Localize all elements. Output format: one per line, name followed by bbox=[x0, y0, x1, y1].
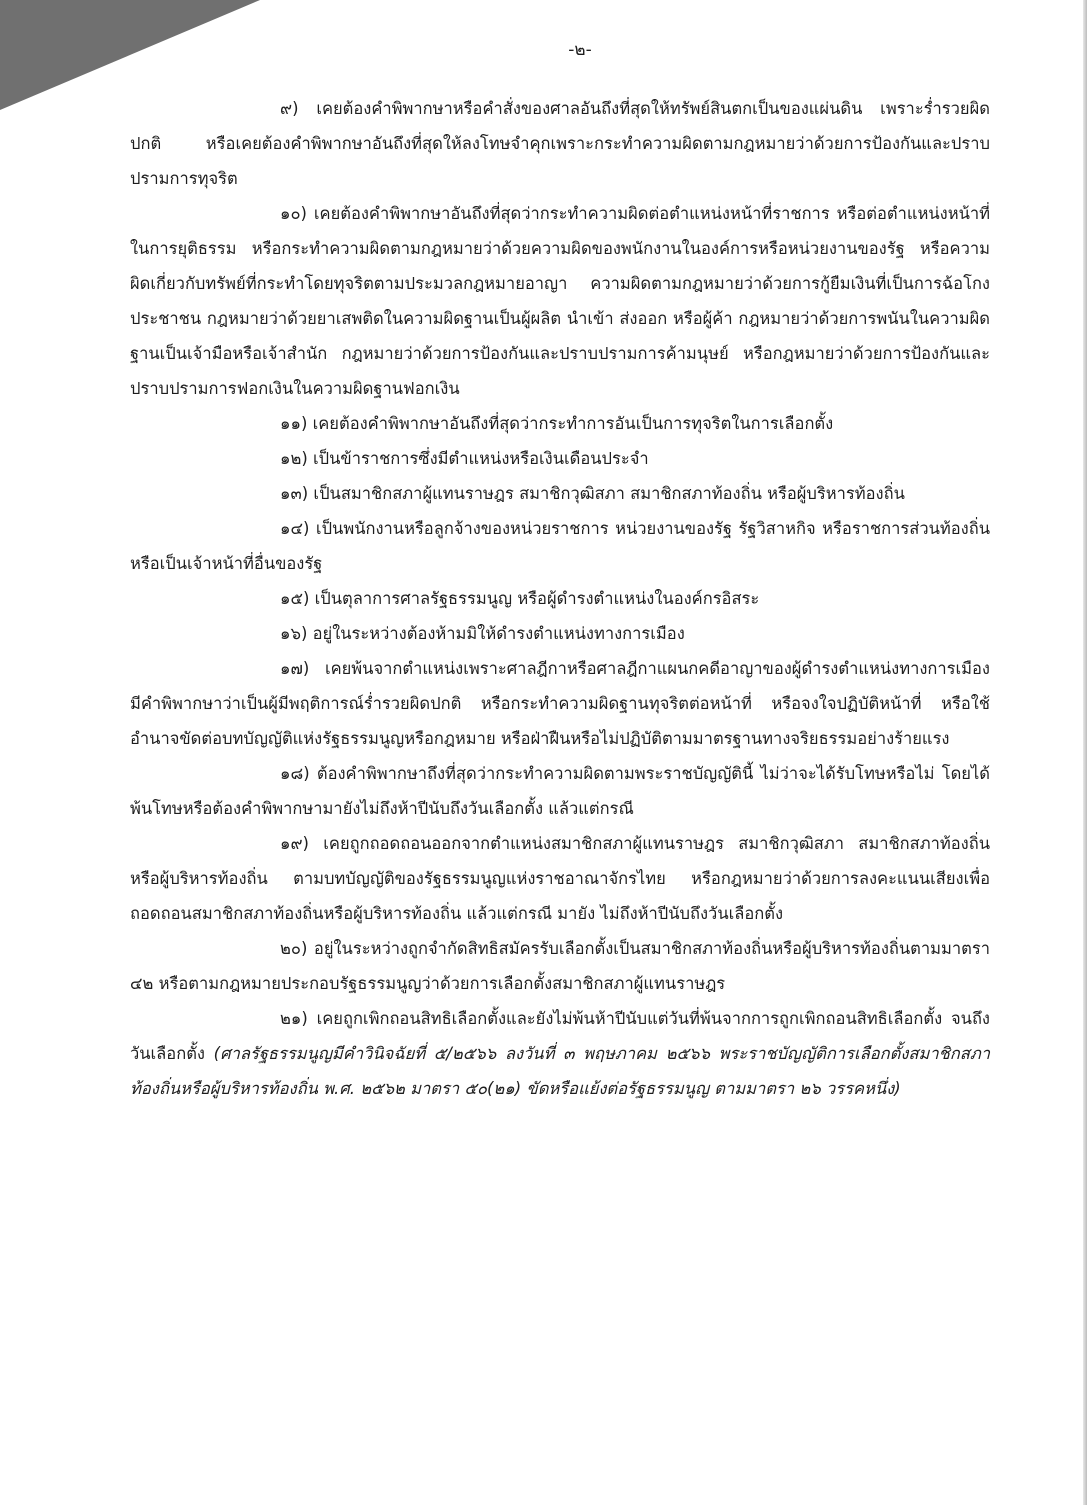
clause-18: ๑๘) ต้องคำพิพากษาถึงที่สุดว่ากระทำความผิดตามพระราชบัญญัตินี้ ไม่ว่าจะได้รับโทษหรือไม่ โดยได้พ้นโทษหรือต้องคำพิพากษามายังไม่ถึงห้าปีนับถึงวันเลือกตั้ง แล้วแต่กรณี bbox=[130, 764, 990, 818]
court-ruling-note: (ศาลรัฐธรรมนูญมีคำวินิจฉัยที่ ๕/๒๕๖๖ ลงวันที่ ๓ พฤษภาคม ๒๕๖๖ พระราชบัญญัติการเลือกตั้งสมาชิกสภาท้องถิ่นหรือผู้บริหารท้องถิ่น พ.ศ. ๒๕๖๒ มาตรา ๕๐(๒๑) ขัดหรือแย้งต่อรัฐธรรมนูญ ตามมาตรา ๒๖ วรรคหนึ่ง) bbox=[130, 1044, 990, 1098]
clause-17: ๑๗) เคยพ้นจากตำแหน่งเพราะศาลฎีกาหรือศาลฎีกาแผนกคดีอาญาของผู้ดำรงตำแหน่งทางการเมือง มีคำพิพากษาว่าเป็นผู้มีพฤติการณ์ร่ำรวยผิดปกติ หรือกระทำความผิดฐานทุจริตต่อหน้าที่ หรือจงใจปฏิบัติหน้าที่ หรือใช้อำนาจขัดต่อบทบัญญัติแห่งรัฐธรรมนูญหรือกฎหมาย หรือฝ่าฝืนหรือไม่ปฏิบัติตามมาตรฐานทางจริยธรรมอย่างร้ายแรง bbox=[130, 659, 990, 748]
clause-20: ๒๐) อยู่ในระหว่างถูกจำกัดสิทธิสมัครรับเลือกตั้งเป็นสมาชิกสภาท้องถิ่นหรือผู้บริหารท้องถิ่นตามมาตรา ๔๒ หรือตามกฎหมายประกอบรัฐธรรมนูญว่าด้วยการเลือกตั้งสมาชิกสภาผู้แทนราษฎร bbox=[130, 939, 990, 993]
clause-19: ๑๙) เคยถูกถอดถอนออกจากตำแหน่งสมาชิกสภาผู้แทนราษฎร สมาชิกวุฒิสภา สมาชิกสภาท้องถิ่นหรือผู้บริหารท้องถิ่น ตามบทบัญญัติของรัฐธรรมนูญแห่งราชอาณาจักรไทย หรือกฎหมายว่าด้วยการลงคะแนนเสียงเพื่อถอดถอนสมาชิกสภาท้องถิ่นหรือผู้บริหารท้องถิ่น แล้วแต่กรณี มายัง ไม่ถึงห้าปีนับถึงวันเลือกตั้ง bbox=[130, 834, 990, 923]
scan-right-edge bbox=[1083, 0, 1087, 1505]
document-page bbox=[130, 36, 990, 1106]
clause-10: ๑๐) เคยต้องคำพิพากษาอันถึงที่สุดว่ากระทำความผิดต่อตำแหน่งหน้าที่ราชการ หรือต่อตำแหน่งหน้าที่ในการยุติธรรม หรือกระทำความผิดตามกฎหมายว่าด้วยความผิดของพนักงานในองค์การหรือหน่วยงานของรัฐ หรือความผิดเกี่ยวกับทรัพย์ที่กระทำโดยทุจริตตามประมวลกฎหมายอาญา ความผิดตามกฎหมายว่าด้วยการกู้ยืมเงินที่เป็นการฉ้อโกงประชาชน กฎหมายว่าด้วยยาเสพติดในความผิดฐานเป็นผู้ผลิต นำเข้า ส่งออก หรือผู้ค้า กฎหมายว่าด้วยการพนันในความผิดฐานเป็นเจ้ามือหรือเจ้าสำนัก กฎหมายว่าด้วยการป้องกันและปราบปรามการค้ามนุษย์ หรือกฎหมายว่าด้วยการป้องกันและปราบปรามการฟอกเงินในความผิดฐานฟอกเงิน bbox=[130, 204, 990, 398]
clause-15: ๑๕) เป็นตุลาการศาลรัฐธรรมนูญ หรือผู้ดำรงตำแหน่งในองค์กรอิสระ bbox=[280, 589, 760, 608]
clause-21 bbox=[130, 1001, 990, 1106]
clause-11: ๑๑) เคยต้องคำพิพากษาอันถึงที่สุดว่ากระทำการอันเป็นการทุจริตในการเลือกตั้ง bbox=[280, 414, 834, 433]
clause-21-text: ๒๑) เคยถูกเพิกถอนสิทธิเลือกตั้งและยังไม่พ้นห้าปีนับแต่วันที่พ้นจากการถูกเพิกถอนสิทธิเลือกตั้ง จนถึงวันเลือกตั้ง bbox=[130, 1009, 990, 1063]
clause-12: ๑๒) เป็นข้าราชการซึ่งมีตำแหน่งหรือเงินเดือนประจำ bbox=[280, 449, 649, 468]
clause-9: ๙) เคยต้องคำพิพากษาหรือคำสั่งของศาลอันถึงที่สุดให้ทรัพย์สินตกเป็นของแผ่นดิน เพราะร่ำรวยผิดปกติ หรือเคยต้องคำพิพากษาอันถึงที่สุดให้ลงโทษจำคุกเพราะกระทำความผิดตามกฎหมายว่าด้วยการป้องกันและปราบปรามการทุจริต bbox=[130, 99, 990, 188]
clause-14: ๑๔) เป็นพนักงานหรือลูกจ้างของหน่วยราชการ หน่วยงานของรัฐ รัฐวิสาหกิจ หรือราชการส่วนท้องถิ่น หรือเป็นเจ้าหน้าที่อื่นของรัฐ bbox=[130, 519, 990, 573]
clause-13: ๑๓) เป็นสมาชิกสภาผู้แทนราษฎร สมาชิกวุฒิสภา สมาชิกสภาท้องถิ่น หรือผู้บริหารท้องถิ่น bbox=[280, 484, 905, 503]
clause-16: ๑๖) อยู่ในระหว่างต้องห้ามมิให้ดำรงตำแหน่งทางการเมือง bbox=[280, 624, 685, 643]
page-number: -๒- bbox=[568, 40, 592, 60]
